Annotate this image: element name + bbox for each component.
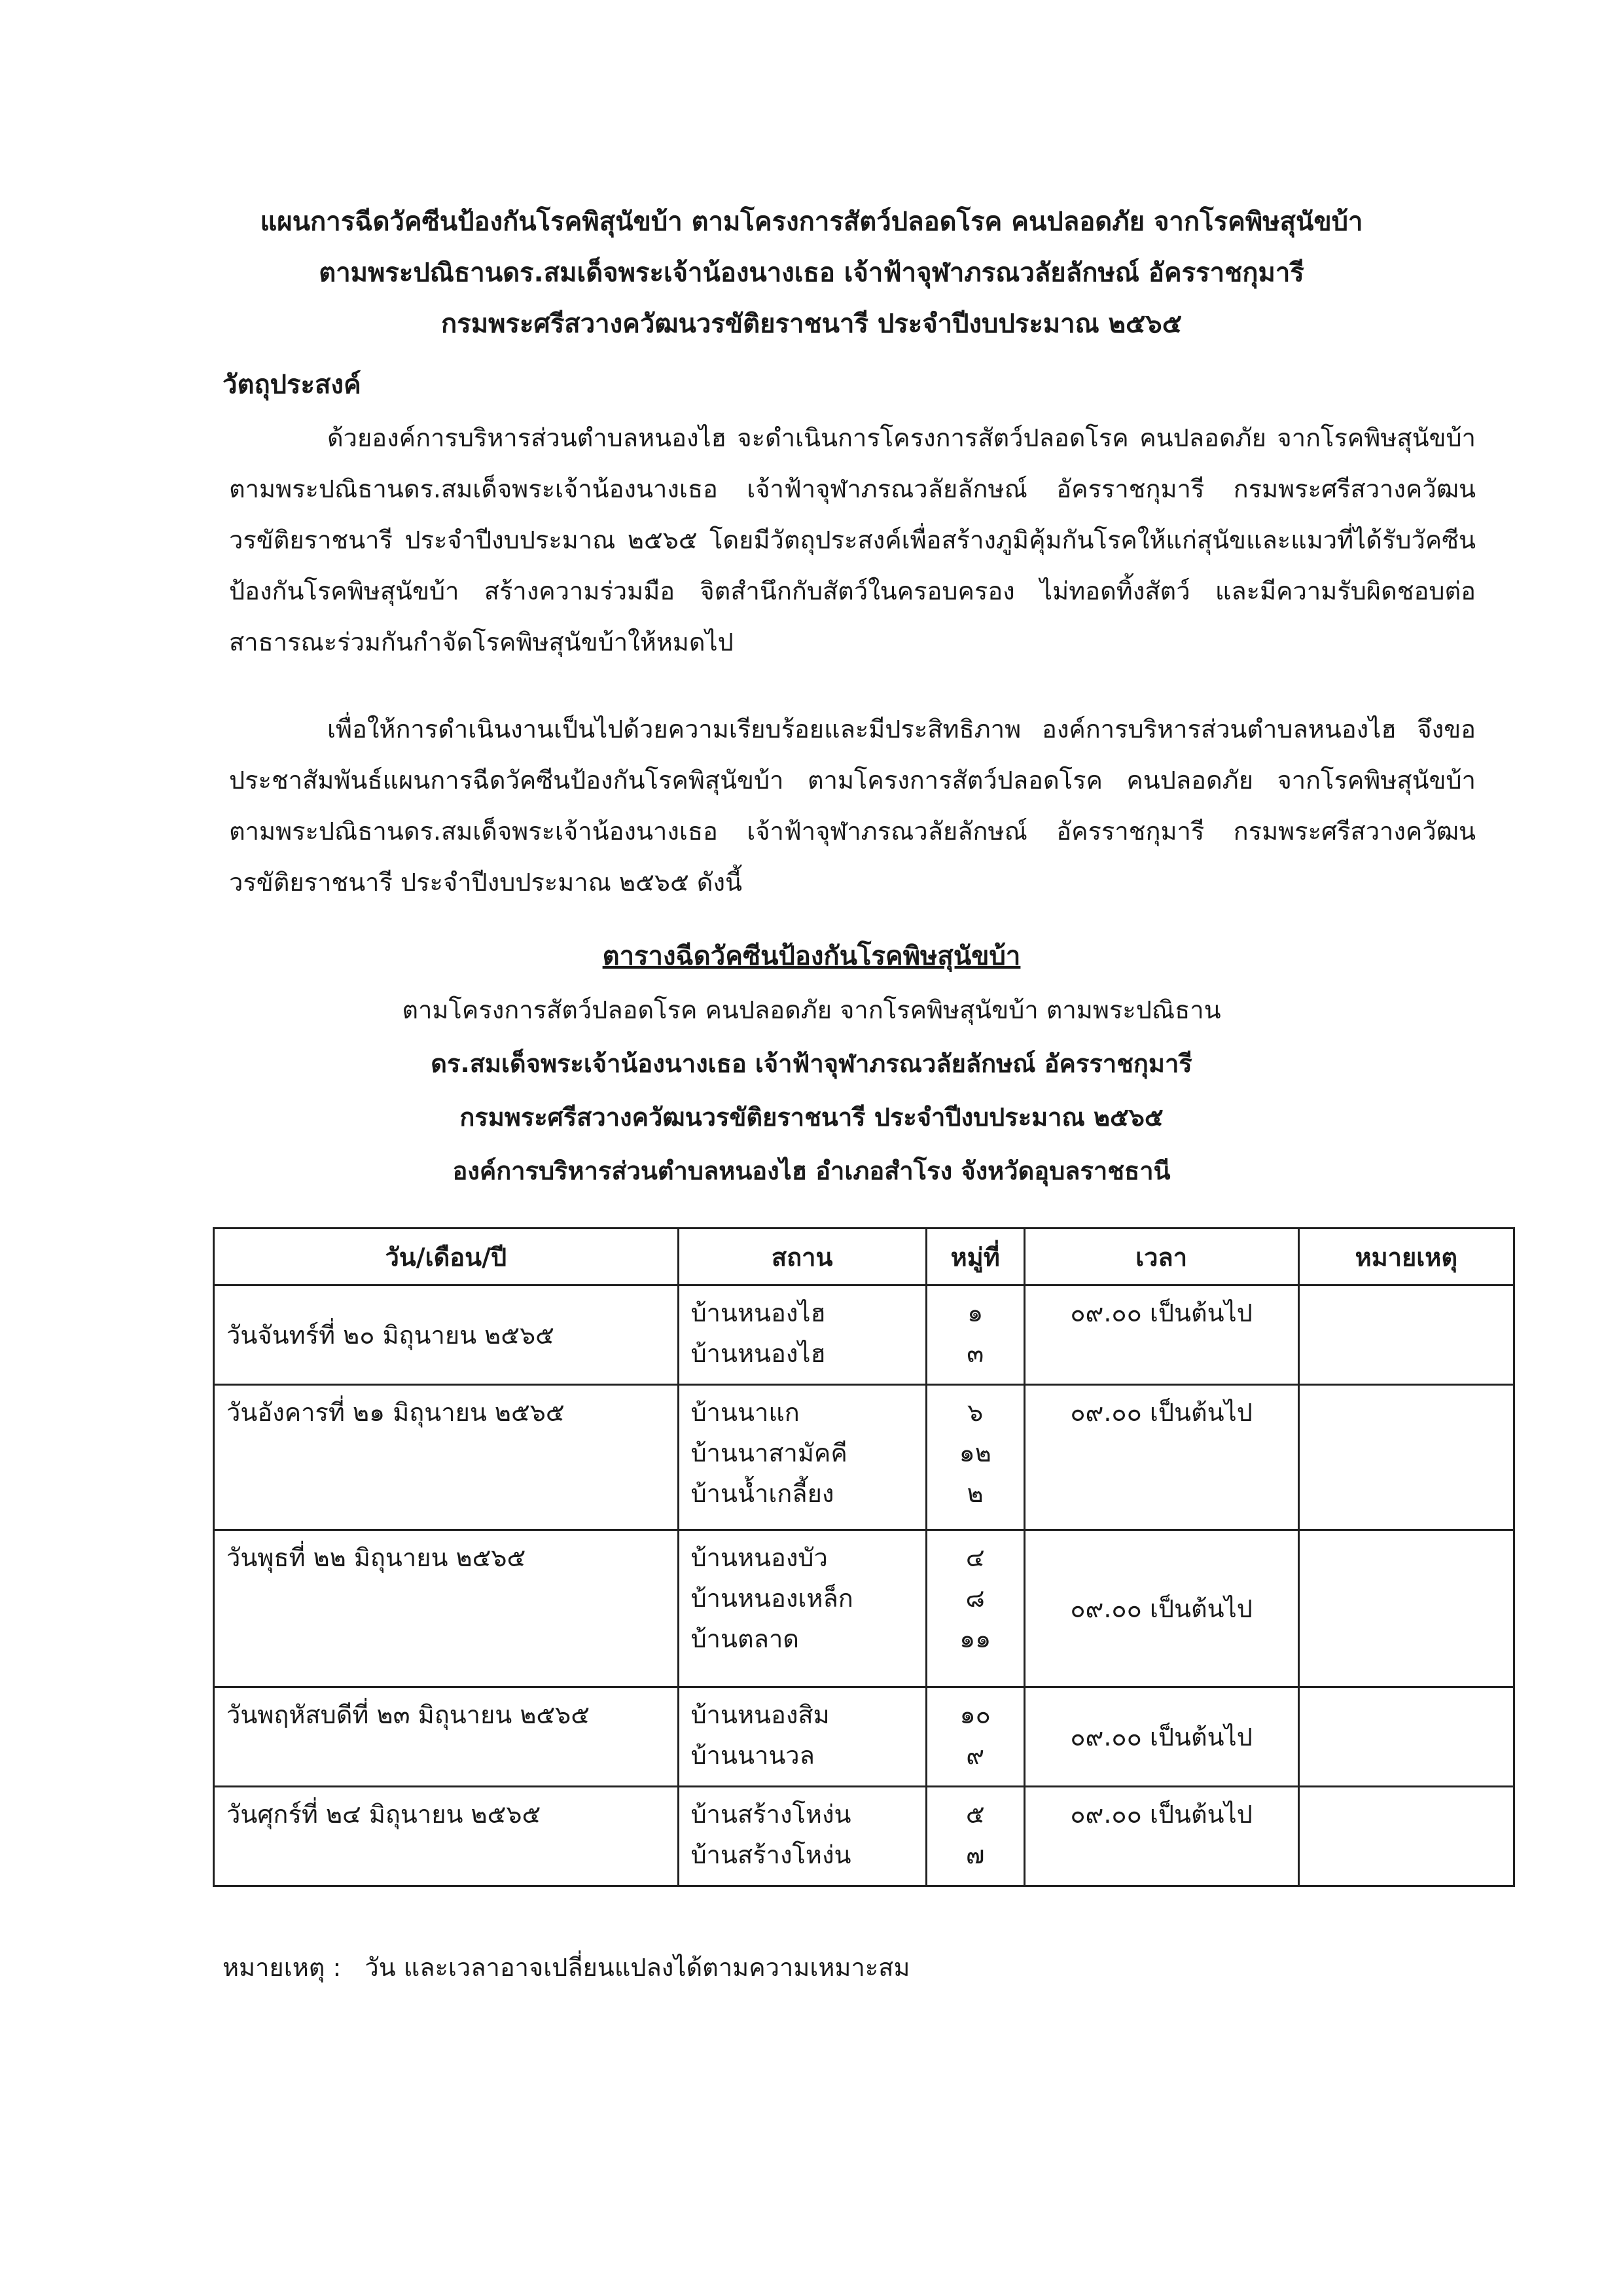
schedule-title (164, 929, 1459, 1198)
cell-date: วันพฤหัสบดีที่ ๒๓ มิถุนายน ๒๕๖๕ (214, 1687, 679, 1787)
cell-time: ๐๙.๐๐ เป็นต้นไป (1024, 1687, 1298, 1787)
cell-note (1298, 1530, 1514, 1687)
cell-places: บ้านนาแก บ้านนาสามัคคี บ้านน้ำเกลี้ยง (678, 1385, 926, 1530)
cell-moo: ๑๐ ๙ (926, 1687, 1024, 1787)
paragraph-2-text: เพื่อให้การดำเนินงานเป็นไปด้วยความเรียบร้อยและมีประสิทธิภาพ องค์การบริหารส่วนตำบลหนองไฮ จึงขอประชาสัมพันธ์แผนการฉีดวัคซีนป้องกันโรคพิสุนัขบ้า ตามโครงการสัตว์ปลอดโรค คนปลอดภัย จากโรคพิษสุนัขบ้า ตามพระปณิธานดร.สมเด็จพระเจ้าน้องนางเธอ เจ้าฟ้าจุฬาภรณวลัยลักษณ์ อัครราชกุมารี กรมพระศรีสวางควัฒนวรขัติยราชนารี ประจำปีงบประมาณ ๒๕๖๕ ดังนี้ (229, 715, 1476, 897)
title-line-3: กรมพระศรีสวางควัฒนวรขัติยราชนารี ประจำปีงบประมาณ ๒๕๖๕ (441, 309, 1182, 339)
footnote (223, 1947, 910, 1987)
cell-time: ๐๙.๐๐ เป็นต้นไป (1024, 1530, 1298, 1687)
cell-time: ๐๙.๐๐ เป็นต้นไป (1024, 1285, 1298, 1385)
cell-time: ๐๙.๐๐ เป็นต้นไป (1024, 1385, 1298, 1530)
paragraph-1-text: ด้วยองค์การบริหารส่วนตำบลหนองไฮ จะดำเนินการโครงการสัตว์ปลอดโรค คนปลอดภัย จากโรคพิษสุนัขบ้า ตามพระปณิธานดร.สมเด็จพระเจ้าน้องนางเธอ เจ้าฟ้าจุฬาภรณวลัยลักษณ์ อัครราชกุมารี กรมพระศรีสวางควัฒนวรขัติยราชนารี ประจำปีงบประมาณ ๒๕๖๕ โดยมีวัตถุประสงค์เพื่อสร้างภูมิคุ้มกันโรคให้แก่สุนัขและแมวที่ได้รับวัคซีนป้องกันโรคพิษสุนัขบ้า สร้างความร่วมมือ จิตสำนึกกับสัตว์ในครอบครอง ไม่ทอดทิ้งสัตว์ และมีความรับผิดชอบต่อสาธารณะร่วมกันกำจัดโรคพิษสุนัขบ้าให้หมดไป (229, 423, 1476, 656)
vaccination-schedule-table (213, 1227, 1515, 1887)
cell-moo: ๑ ๓ (926, 1285, 1024, 1385)
table-row (214, 1687, 1514, 1787)
table-row (214, 1385, 1514, 1530)
cell-places: บ้านสร้างโหง่น บ้านสร้างโหง่น (678, 1787, 926, 1886)
schedule-title-line-1: ตามโครงการสัตว์ปลอดโรค คนปลอดภัย จากโรคพิษสุนัขบ้า ตามพระปณิธาน (402, 996, 1221, 1024)
cell-date: วันจันทร์ที่ ๒๐ มิถุนายน ๒๕๖๕ (214, 1285, 679, 1385)
header-time: เวลา (1024, 1229, 1298, 1285)
cell-date: วันอังคารที่ ๒๑ มิถุนายน ๒๕๖๕ (214, 1385, 679, 1530)
schedule-title-line-2: ดร.สมเด็จพระเจ้าน้องนางเธอ เจ้าฟ้าจุฬาภรณวลัยลักษณ์ อัครราชกุมารี (431, 1049, 1192, 1078)
cell-note (1298, 1787, 1514, 1886)
cell-note (1298, 1687, 1514, 1787)
objective-paragraph (229, 412, 1476, 668)
cell-places: บ้านหนองไฮ บ้านหนองไฮ (678, 1285, 926, 1385)
table-row (214, 1530, 1514, 1687)
cell-note (1298, 1285, 1514, 1385)
cell-date: วันพุธที่ ๒๒ มิถุนายน ๒๕๖๕ (214, 1530, 679, 1687)
cell-time: ๐๙.๐๐ เป็นต้นไป (1024, 1787, 1298, 1886)
cell-places: บ้านหนองบัว บ้านหนองเหล็ก บ้านตลาด (678, 1530, 926, 1687)
cell-places: บ้านหนองสิม บ้านนานวล (678, 1687, 926, 1787)
header-note: หมายเหตุ (1298, 1229, 1514, 1285)
footnote-text: วัน และเวลาอาจเปลี่ยนแปลงได้ตามความเหมาะสม (365, 1953, 910, 1982)
title-line-2: ตามพระปณิธานดร.สมเด็จพระเจ้าน้องนางเธอ เจ้าฟ้าจุฬาภรณวลัยลักษณ์ อัครราชกุมารี (319, 258, 1304, 288)
table-row (214, 1285, 1514, 1385)
header-place: สถาน (678, 1229, 926, 1285)
schedule-title-line-0: ตารางฉีดวัคซีนป้องกันโรคพิษสุนัขบ้า (602, 941, 1021, 971)
cell-note (1298, 1385, 1514, 1530)
cell-date: วันศุกร์ที่ ๒๔ มิถุนายน ๒๕๖๕ (214, 1787, 679, 1886)
document-title (131, 196, 1492, 350)
header-date: วัน/เดือน/ปี (214, 1229, 679, 1285)
table-row (214, 1787, 1514, 1886)
objective-heading: วัตถุประสงค์ (223, 370, 361, 400)
footnote-label: หมายเหตุ : (223, 1953, 342, 1982)
header-moo: หมู่ที่ (926, 1229, 1024, 1285)
cell-moo: ๔ ๘ ๑๑ (926, 1530, 1024, 1687)
schedule-title-line-4: องค์การบริหารส่วนตำบลหนองไฮ อำเภอสำโรง จังหวัดอุบลราชธานี (452, 1157, 1171, 1185)
cell-moo: ๕ ๗ (926, 1787, 1024, 1886)
announcement-paragraph (229, 704, 1476, 908)
title-line-1: แผนการฉีดวัคซีนป้องกันโรคพิสุนัขบ้า ตามโครงการสัตว์ปลอดโรค คนปลอดภัย จากโรคพิษสุนัขบ้า (260, 207, 1363, 237)
schedule-title-line-3: กรมพระศรีสวางควัฒนวรขัติยราชนารี ประจำปีงบประมาณ ๒๕๖๕ (459, 1103, 1164, 1132)
cell-moo: ๖ ๑๒ ๒ (926, 1385, 1024, 1530)
table-header-row (214, 1229, 1514, 1285)
